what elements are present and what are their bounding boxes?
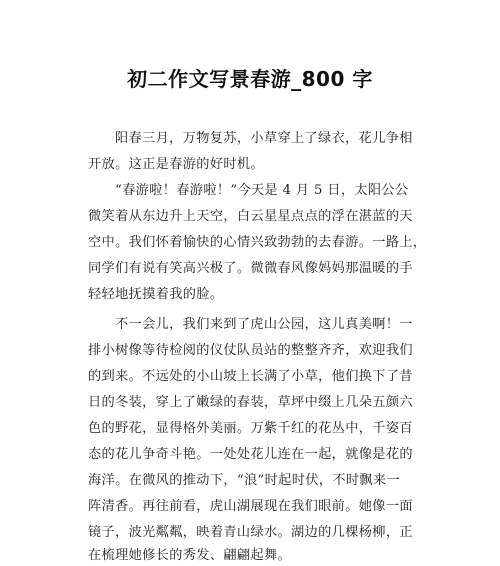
text-line: 阳春三月，万物复苏，小草穿上了绿衣，花儿争相 [115,131,413,146]
text-line: 同学们有说有笑高兴极了。微微春风像妈妈那温暖的手 [88,261,413,276]
text-line: 日的冬装，穿上了嫩绿的春装，草坪中缀上几朵五颜六 [88,395,413,410]
text-line: 开放。这正是春游的好时机。 [88,157,264,172]
text-line: 阵清香。再往前看，虎山湖展现在我们眼前。她像一面 [88,499,413,514]
text-line: 的到来。不远处的小山坡上长满了小草，他们换下了昔 [88,369,413,384]
text-line: 在梳理她修长的秀发、翩翩起舞。 [88,548,292,563]
text-line: 微笑着从东边升上天空，白云星星点点的浮在湛蓝的天 [88,209,413,224]
text-line: 不一会儿，我们来到了虎山公园，这儿真美啊！一 [115,317,413,332]
text-line: 镜子，波光粼粼，映着青山绿水。湖边的几棵杨柳，正 [88,525,413,540]
text-line: “春游啦！春游啦！”今天是 4 月 5 日，太阳公公 [115,183,409,198]
document-title: 初二作文写景春游_800 字 [127,67,373,91]
text-line: 空中。我们怀着愉快的心情兴致勃勃的去春游。一路上， [88,235,427,250]
text-line: 态的花儿争奇斗艳。一处处花儿连在一起，就像是花的 [88,447,413,462]
text-line: 排小树像等待检阅的仪仗队员站的整整齐齐，欢迎我们 [88,343,413,358]
text-line: 海洋。在微风的推动下，“浪”时起时伏，不时飘来一 [88,473,401,488]
text-line: 色的野花，显得格外美丽。万紫千红的花丛中，千姿百 [88,421,413,436]
text-line: 轻轻地抚摸着我的脸。 [88,287,224,302]
